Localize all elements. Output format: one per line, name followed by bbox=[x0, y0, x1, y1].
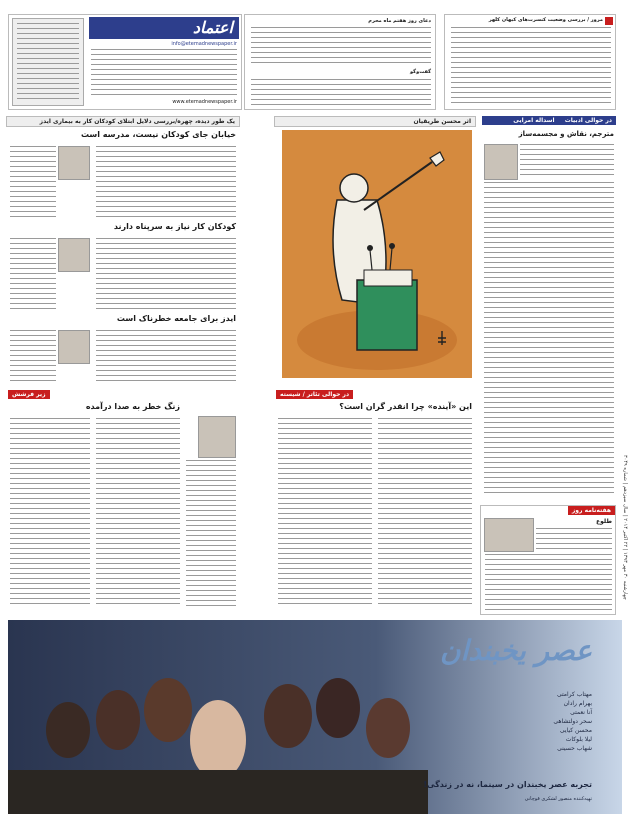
box-text-2 bbox=[485, 554, 612, 610]
author-photo-3 bbox=[58, 330, 90, 364]
logo: اعتماد bbox=[192, 18, 233, 37]
left-text-3b bbox=[96, 330, 236, 382]
middle-right-text-b bbox=[278, 418, 372, 608]
left-text-1b bbox=[96, 146, 236, 218]
cast-3: آنا نعمتی bbox=[570, 709, 592, 716]
top-right-block bbox=[444, 14, 616, 110]
cartoon-image bbox=[282, 130, 472, 378]
cartoon-header bbox=[274, 116, 476, 127]
right-lower-box bbox=[480, 505, 616, 615]
middle-right-text-a bbox=[378, 418, 472, 608]
cartoon-drawing bbox=[282, 130, 472, 378]
right-column-header-sub: اسداله امرایی bbox=[513, 117, 555, 124]
middle-right-article bbox=[276, 390, 476, 612]
middle-left-article bbox=[8, 390, 240, 612]
ad-title: عصر یخبندان bbox=[440, 634, 592, 667]
translator-photo bbox=[484, 144, 518, 180]
left-headline-2: کودکان کار نیاز به سرپناه دارند bbox=[113, 222, 236, 231]
logo-bar bbox=[89, 17, 239, 39]
right-column-header-title: در حوالی ادبیات bbox=[564, 117, 612, 124]
middle-left-text-b bbox=[96, 418, 180, 608]
front-page-thumbnail bbox=[12, 18, 84, 106]
box-text-1 bbox=[536, 528, 612, 550]
bullet-icon bbox=[605, 17, 613, 25]
middle-right-header: در حوالی تئاتر / شیسته bbox=[276, 390, 353, 399]
ad-cast bbox=[432, 690, 592, 753]
top-right-headline: مرور / بررسی وضعیت کنسرت‌های کیهان کلهر bbox=[488, 17, 603, 23]
left-column-header: یک طور دیده، چهره/بررسی دلایل ابتلای کودکان کار به بیماری ایدز bbox=[6, 116, 240, 127]
email: info@etemadnewspaper.ir bbox=[171, 41, 237, 47]
prayer-text bbox=[251, 27, 431, 63]
masthead-info bbox=[91, 49, 237, 97]
ad-subtitle: تجربه عصر یخبندان در سینما، نه در زندگی! bbox=[423, 780, 592, 789]
middle-right-headline: این «آینده» چرا انقدر گران است؟ bbox=[339, 402, 472, 411]
right-text-1 bbox=[520, 144, 614, 178]
middle-left-text-c bbox=[10, 418, 90, 608]
cartoon-label: اثر محسن طریقیان bbox=[413, 118, 471, 125]
talk-title: گفت‌وگو bbox=[410, 69, 431, 75]
top-middle-block bbox=[244, 14, 436, 110]
talk-text bbox=[251, 79, 431, 105]
right-column bbox=[482, 116, 616, 500]
cartoon-block bbox=[276, 116, 476, 384]
middle-left-header: زیر فرشش bbox=[8, 390, 50, 399]
cast-4: سحر دولتشاهی bbox=[553, 718, 592, 725]
date-line: چهارشنبه ۳۰ مهر ۱۳۹۳ | ۲۲ اکتبر ۲۰۱۴ | سال سیزدهم | شماره ۳۰۴۹ bbox=[622, 455, 628, 600]
top-right-text bbox=[451, 27, 611, 105]
middle-left-photo bbox=[198, 416, 236, 458]
cast-6: لیلا بلوکات bbox=[565, 736, 592, 743]
author-photo-1 bbox=[58, 146, 90, 180]
left-headline-3: ایدز برای جامعه خطرناک است bbox=[116, 314, 236, 323]
left-text-2b bbox=[96, 238, 236, 310]
date-strip bbox=[618, 20, 628, 600]
prayer-title: دعای روز هفتم ماه محرم bbox=[368, 18, 431, 24]
site: www.etemadnewspaper.ir bbox=[172, 99, 237, 105]
cast-5: محسن کیایی bbox=[559, 727, 592, 734]
left-text-1a bbox=[10, 146, 56, 218]
masthead bbox=[8, 14, 242, 110]
cast-2: بهرام رادان bbox=[563, 700, 592, 707]
right-text-2 bbox=[484, 182, 614, 494]
left-column bbox=[8, 116, 240, 384]
ad-director: تهیه‌کننده منصور لشکری قوچانی bbox=[524, 796, 592, 802]
right-lower-headline: طلوع bbox=[596, 518, 612, 525]
left-headline-1: خیابان جای کودکان نیست، مدرسه است bbox=[80, 130, 236, 139]
right-column-header bbox=[482, 116, 616, 125]
left-text-3a bbox=[10, 330, 56, 382]
right-lower-header: هفته‌نامه روز bbox=[568, 506, 615, 515]
author-photo-2 bbox=[58, 238, 90, 272]
middle-left-headline: زنگ خطر به صدا درآمده bbox=[85, 402, 180, 411]
box-photo bbox=[484, 518, 534, 552]
cast-1: مهتاب کرامتی bbox=[556, 691, 592, 698]
movie-ad bbox=[8, 620, 622, 814]
left-text-2a bbox=[10, 238, 56, 310]
middle-left-text-a bbox=[186, 460, 236, 608]
cast-7: شهاب حسینی bbox=[557, 745, 592, 752]
right-headline: مترجم، نقاش و مجسمه‌ساز bbox=[518, 130, 614, 138]
